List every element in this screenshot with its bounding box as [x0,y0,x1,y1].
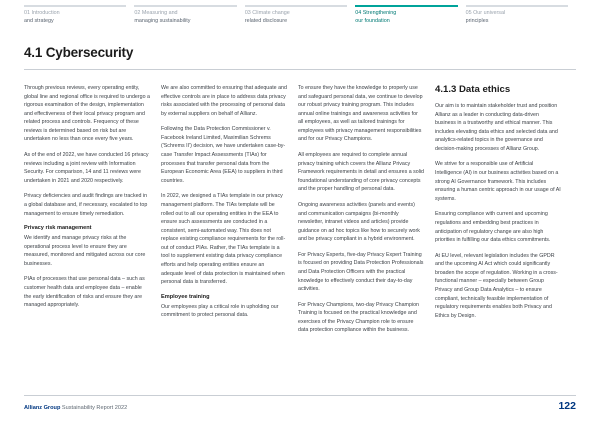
nav-item-label-line1: 04 Strengthening [355,10,397,16]
paragraph: Our aim is to maintain stakeholder trust and position Allianz as a leader in conducting data-driven business in a trustworthy and ethical manner. This includes elevating data ethics and selected data and analytics-related topics in the governance and decision-making processes of Allianz Group. [435,103,558,152]
nav-item-label-line1: 01 Introduction [24,10,60,16]
column-1 [24,84,150,342]
title-divider [24,69,576,70]
nav-rule [134,5,236,7]
paragraph: For Privacy Champions, two-day Privacy Champion Training is focused on the practical knowledge and exercises of the Privacy Champion role to ensure data protection compliance within the business. [298,301,419,334]
paragraph: In 2022, we designed a TIAs template in our privacy management platform. The TIAs template will be rolled out to all our operating entities in the EEA to ensure such assessments are conducted in a consistent, semi-automated way. This does not replace existing compliance requirements for the roll-out of conduct PIAs. Rather, the TIAs template is a tool to supplement existing data privacy compliance efforts and help operating entities ensure an adequate level of data protection is maintained when personal data is transferred. [161,193,286,286]
report-name: Sustainability Report 2022 [61,405,128,411]
subheading-privacy-risk-management: Privacy risk management [24,225,92,232]
paragraph: All employees are required to complete annual privacy training which covers the Allianz Privacy Framework requirements in detail and ensures a solid foundational understanding of core privacy concepts and the proper handling of personal data. [298,152,425,193]
nav-item-label-line2: and strategy [24,17,54,24]
footer-divider [24,395,576,396]
page-title: 4.1 Cybersecurity [24,45,134,60]
paragraph: We identify and manage privacy risks at the operational process level to ensure they are measured, monitored and mitigated across our core businesses. [24,235,146,267]
nav-item-introduction[interactable] [24,0,134,38]
column-4 [435,84,561,342]
page-number: 122 [558,400,576,412]
paragraph: Privacy deficiencies and audit findings are tracked in a global database and, if necessary, escalated to top management to ensure timely remediation. [24,193,148,217]
paragraph: At EU level, relevant legislation includes the GPDR and the upcoming AI Act which could significantly broaden the scope of regulation. Working in a cross-functional manner – especially between Group Privacy and Group Data Analytics – to ensure compliant, technically feasible implementation of regulatory requirements enables both Privacy and Ethics by Design. [435,252,558,319]
paragraph: PIAs of processes that use personal data – such as customer health data and employee data – enable the early identification of risks and ensure they are managed appropriately. [24,276,145,309]
nav-item-label-line1: 03 Climate change [244,10,290,16]
nav-item-climate[interactable] [245,0,355,38]
nav-item-principles[interactable] [466,0,576,38]
brand-name: Allianz Group [24,405,61,411]
nav-item-strengthening[interactable] [355,0,465,38]
paragraph: To ensure they have the knowledge to properly use and safeguard personal data, we continue to develop our robust privacy training program. This includes annual online trainings and awareness activities for all employees, as well as tailored trainings for employees with privacy management responsibilities and for our Privacy Champions. [298,85,423,143]
paragraph: As of the end of 2022, we have conducted 16 privacy reviews including a joint review with Information Security. For comparison, 14 and 11 reviews were undertaken in 2021 and 2020 respectively. [24,152,149,184]
paragraph: Our employees play a critical role in upholding our commitment to protect personal data. [161,303,279,319]
nav-rule [466,5,568,7]
paragraph: Following the Data Protection Commissioner v. Facebook Ireland Limited, Maximilian Schrems ('Schrems II') decision, we have undertaken case-by-case Transfer Impact Assessments (TIAs) for processes that transfer personal data from the European Economic Area (EEA) to suppliers in third countries. [161,126,286,184]
nav-item-label-line1: 05 Our universal [465,10,506,16]
footer-report-title [24,405,127,411]
paragraph: Ongoing awareness activities (panels and events) and communication campaigns (bi-monthly newsletter, intranet videos and articles) provide guidance on ad hoc topics like how to securely work and be privacy compliant in a hybrid environment. [298,201,420,243]
section-heading-data-ethics: 4.1.3 Data ethics [435,84,511,95]
nav-rule [245,5,347,7]
column-2 [161,84,287,342]
page-footer [24,400,576,412]
nav-item-label-line2: related disclosure [244,17,288,24]
paragraph: We strive for a responsible use of Artificial Intelligence (AI) in our business activities based on a strong AI Governance framework. This includes ensuring a human centric approach in our usage of AI systems. [435,161,561,202]
paragraph: Through previous reviews, every operating entity, global line and regional office is required to undergo a rigorous examination of the design, implementation and effectiveness of their local privacy program and related process and controls. Frequency of these reviews is determined based on risk but are undertaken no less than once every five years. [24,85,150,143]
nav-item-label-line2: managing sustainability [134,17,191,24]
paragraph: For Privacy Experts, five-day Privacy Expert Training is focused on providing Data Protection Professionals and Data Protection Officers with the practical knowledge to effectively conduct their day-to-day activities. [298,251,424,293]
paragraph: We are also committed to ensuring that adequate and effective controls are in place to address data privacy risks associated with the processing of personal data by external suppliers on behalf of Allianz. [161,85,287,117]
paragraph: Ensuring compliance with current and upcoming regulations and embedding best practices in anticipation of regulatory change are also high priorities in fulfilling our data ethics commitments. [435,211,551,244]
nav-item-measuring[interactable] [134,0,244,38]
article-body [24,84,576,342]
nav-item-label-line2: our foundation [355,17,390,24]
nav-rule-active [355,5,457,7]
subheading-employee-training: Employee training [161,293,210,300]
nav-item-label-line2: principles [465,17,489,24]
column-3 [298,84,424,342]
section-navigation [0,0,600,38]
nav-item-label-line1: 02 Measuring and [134,10,178,16]
nav-rule [24,5,126,7]
